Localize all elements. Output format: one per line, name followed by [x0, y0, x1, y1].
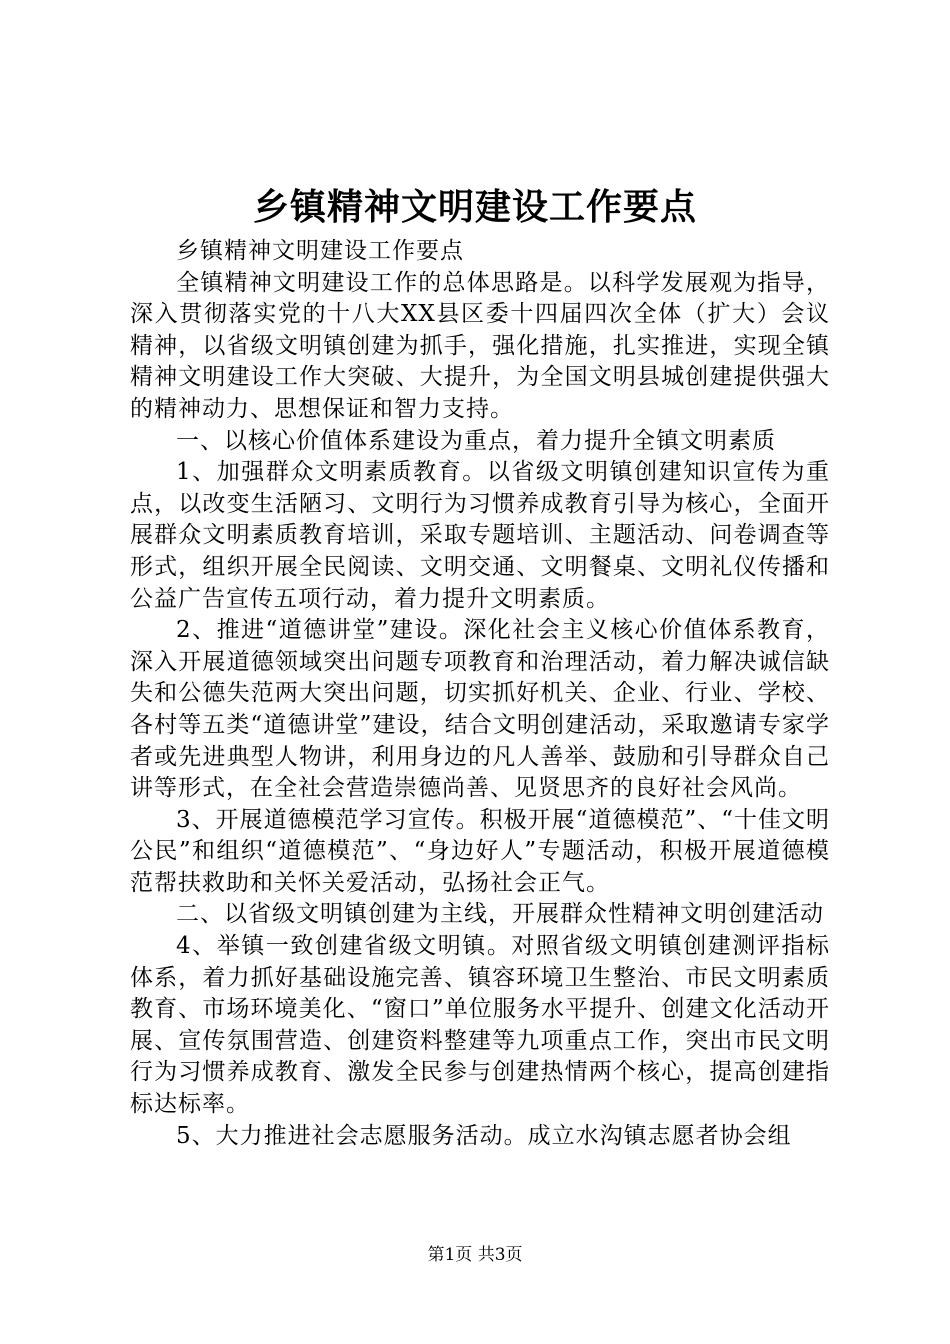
document-title: 乡镇精神文明建设工作要点 — [252, 187, 697, 228]
paragraph-item-2: 2、推进“道德讲堂”建设。深化社会主义核心价值体系教育，深入开展道德领域突出问题专项教育和治理活动，着力解决诚信缺失和公德失范两大突出问题，切实抓好机关、企业、行业、学校、各村等五类“道德讲堂”建设，结合文明创建活动，采取邀请专家学者或先进典型人物讲，利用身边的凡人善举、鼓励和引导群众自己讲等形式，在全社会营造崇德尚善、见贤思齐的良好社会风尚。 — [130, 617, 830, 802]
page-footer: 第1页 共3页 — [427, 1245, 523, 1265]
paragraph-subtitle: 乡镇精神文明建设工作要点 — [176, 238, 464, 264]
paragraph-item-4: 4、举镇一致创建省级文明镇。对照省级文明镇创建测评指标体系，着力抓好基础设施完善、镇容环境卫生整治、市民文明素质教育、市场环境美化、“窗口”单位服务水平提升、创建文化活动开展、宣传氛围营造、创建资料整建等九项重点工作，突出市民文明行为习惯养成教育、激发全民参与创建热情两个核心，提高创建指标达标率。 — [130, 933, 830, 1118]
paragraph-item-1: 1、加强群众文明素质教育。以省级文明镇创建知识宣传为重点，以改变生活陋习、文明行为习惯养成教育引导为核心，全面开展群众文明素质教育培训，采取专题培训、主题活动、问卷调查等形式，组织开展全民阅读、文明交通、文明餐桌、文明礼仪传播和公益广告宣传五项行动，着力提升文明素质。 — [130, 459, 830, 612]
section-heading-1: 一、以核心价值体系建设为重点，着力提升全镇文明素质 — [176, 427, 776, 454]
document-body — [130, 236, 830, 1152]
paragraph-item-5: 5、大力推进社会志愿服务活动。成立水沟镇志愿者协会组 — [176, 1122, 792, 1149]
paragraph-item-3: 3、开展道德模范学习宣传。积极开展“道德模范”、“十佳文明公民”和组织“道德模范”、“身边好人”专题活动，积极开展道德模范帮扶救助和关怀关爱活动，弘扬社会正气。 — [130, 806, 830, 896]
section-heading-2: 二、以省级文明镇创建为主线，开展群众性精神文明创建活动 — [176, 901, 824, 928]
paragraph-overview: 全镇精神文明建设工作的总体思路是。以科学发展观为指导，深入贯彻落实党的十八大XX县区委十四届四次全体（扩大）会议精神，以省级文明镇创建为抓手，强化措施，扎实推进，实现全镇精神文明建设工作大突破、大提升，为全国文明县城创建提供强大的精神动力、思想保证和智力支持。 — [130, 269, 830, 422]
